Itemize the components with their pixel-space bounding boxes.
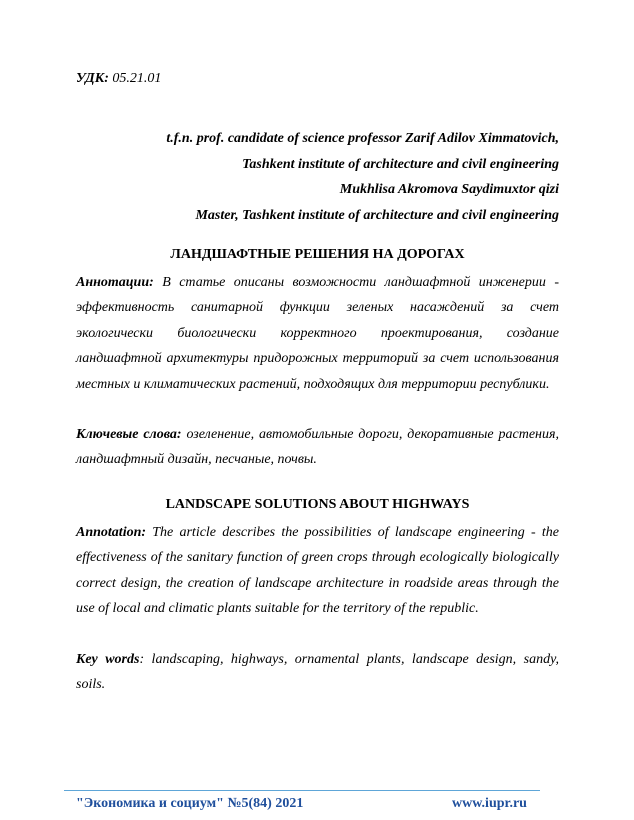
keywords-english xyxy=(76,647,559,698)
annotation-english xyxy=(76,520,559,622)
author-1-affiliation: Tashkent institute of architecture and civil engineering xyxy=(242,156,559,172)
footer-website-link[interactable]: www.iupr.ru xyxy=(452,796,527,811)
annotation-english-text: The article describes the possibilities of landscape engineering - the effectiveness of the sanitary function of green crops through ecologically biologically correct design, the creation of landscape architecture in roadside areas through the use of local and climatic plants suitable for the territory of the republic. xyxy=(76,525,559,617)
keywords-english-text: : landscaping, highways, ornamental plants, landscape design, sandy, soils. xyxy=(76,652,560,693)
annotation-russian-label: Аннотации: xyxy=(76,275,154,290)
annotation-russian-text: В статье описаны возможности ландшафтной инженерии - эффективность санитарной функции зеленых насаждений за счет экологически биологически корректного проектирования, создание ландшафтной архитектуры придорожных территорий за счет использования местных и климатических растений, подходящих для территории республики. xyxy=(76,275,559,392)
udk-value: 05.21.01 xyxy=(108,71,162,86)
annotation-russian xyxy=(76,270,559,397)
udk-label: УДК: xyxy=(76,71,109,86)
author-block xyxy=(76,126,559,228)
author-2-affiliation: Master, Tashkent institute of architecture and civil engineering xyxy=(195,207,559,223)
keywords-russian xyxy=(76,422,559,473)
keywords-english-label: Key words xyxy=(76,652,140,667)
keywords-russian-text: озеленение, автомобильные дороги, декоративные растения, ландшафтный дизайн, песчаные, почвы. xyxy=(76,427,559,468)
udk-line xyxy=(76,71,161,87)
keywords-russian-label: Ключевые слова: xyxy=(76,427,182,442)
title-russian: ЛАНДШАФТНЫЕ РЕШЕНИЯ НА ДОРОГАХ xyxy=(170,247,465,262)
footer-divider xyxy=(64,790,540,791)
annotation-english-label: Annotation: xyxy=(76,525,147,540)
author-1-name: t.f.n. prof. candidate of science professor Zarif Adilov Ximmatovich, xyxy=(166,131,559,146)
author-2-name: Mukhlisa Akromova Saydimuxtor qizi xyxy=(339,182,559,197)
footer-journal: "Экономика и социум" №5(84) 2021 xyxy=(76,796,304,811)
title-english: LANDSCAPE SOLUTIONS ABOUT HIGHWAYS xyxy=(165,497,470,512)
